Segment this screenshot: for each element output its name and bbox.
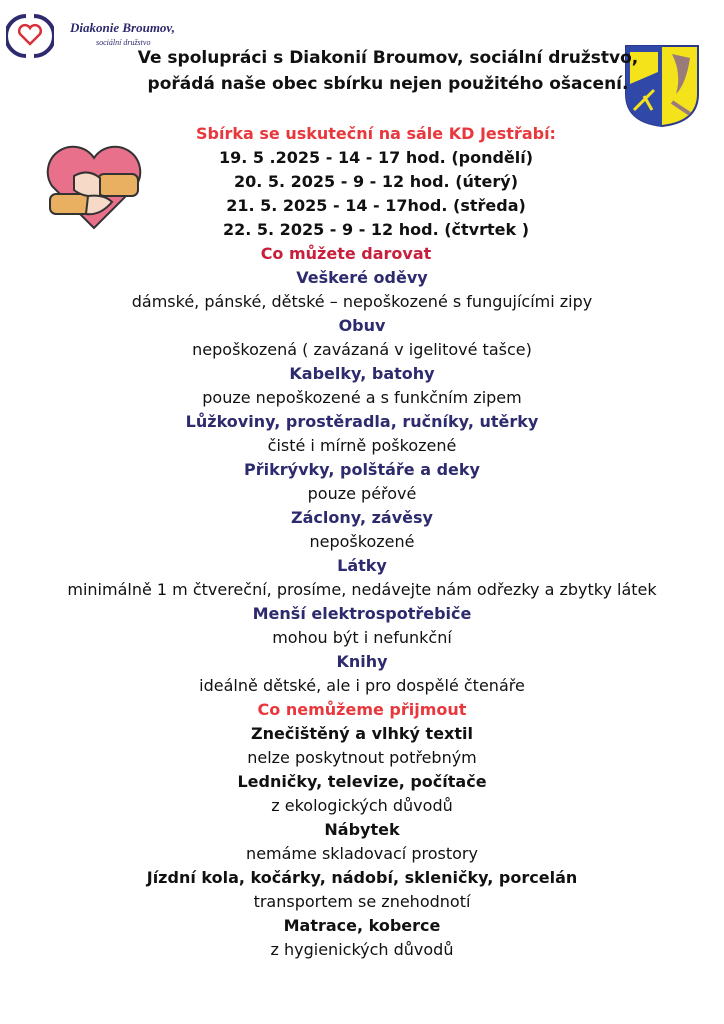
- event-heading: Sbírka se uskuteční na sále KD Jestřabí:: [196, 124, 556, 143]
- event-date: 22. 5. 2025 - 9 - 12 hod. (čtvrtek ): [222, 220, 530, 239]
- accept-item-description: nepoškozená ( zavázaná v igelitové tašce): [192, 340, 532, 359]
- accept-item-title: Látky: [337, 556, 387, 575]
- reject-item-title: Znečištěný a vlhký textil: [251, 724, 473, 743]
- accept-item-title: Knihy: [336, 652, 388, 671]
- reject-item-description: nemáme skladovací prostory: [246, 844, 478, 863]
- accept-item-title: Přikrývky, polštáře a deky: [244, 460, 480, 479]
- accept-item-description: ideálně dětské, ale i pro dospělé čtenáře: [199, 676, 525, 695]
- accept-item-title: Záclony, závěsy: [291, 508, 433, 527]
- accept-item-title: Obuv: [338, 316, 386, 335]
- accept-item-description: minimálně 1 m čtvereční, prosíme, nedávejte nám odřezky a zbytky látek: [67, 580, 657, 599]
- reject-item-title: Ledničky, televize, počítače: [237, 772, 487, 791]
- reject-item-title: Jízdní kola, kočárky, nádobí, skleničky, porcelán: [146, 868, 578, 887]
- intro-line-2: pořádá naše obec sbírku nejen použitého ošacení.: [147, 74, 629, 94]
- event-date: 20. 5. 2025 - 9 - 12 hod. (úterý): [233, 172, 519, 191]
- accept-item-title: Lůžkoviny, prostěradla, ručníky, utěrky: [185, 412, 539, 431]
- accept-item-description: nepoškozené: [309, 532, 415, 551]
- accept-heading: Co můžete darovat: [260, 244, 432, 263]
- accept-item-description: mohou být i nefunkční: [272, 628, 452, 647]
- reject-item-description: nelze poskytnout potřebným: [247, 748, 477, 767]
- accept-item-title: Veškeré oděvy: [296, 268, 428, 287]
- reject-item-description: transportem se znehodnotí: [253, 892, 471, 911]
- accept-item-description: pouze péřové: [307, 484, 417, 503]
- logo-name: Diakonie Broumov,: [70, 20, 175, 35]
- accept-item-description: pouze nepoškozené a s funkčním zipem: [202, 388, 522, 407]
- intro-line-1: Ve spolupráci s Diakonií Broumov, sociální družstvo,: [137, 48, 639, 68]
- reject-item-title: Nábytek: [324, 820, 400, 839]
- reject-item-description: z hygienických důvodů: [270, 940, 454, 959]
- logo-subtitle: sociální družstvo: [96, 38, 151, 47]
- reject-item-title: Matrace, koberce: [283, 916, 441, 935]
- event-date: 21. 5. 2025 - 14 - 17hod. (středa): [226, 196, 526, 215]
- accept-item-title: Menší elektrospotřebiče: [252, 604, 472, 623]
- accept-item-title: Kabelky, batohy: [289, 364, 435, 383]
- reject-item-description: z ekologických důvodů: [271, 796, 453, 815]
- accept-item-description: dámské, pánské, dětské – nepoškozené s fungujícími zipy: [131, 292, 593, 311]
- event-date: 19. 5 .2025 - 14 - 17 hod. (pondělí): [218, 148, 534, 167]
- accept-item-description: čisté i mírně poškozené: [267, 436, 457, 455]
- reject-heading: Co nemůžeme přijmout: [257, 700, 467, 719]
